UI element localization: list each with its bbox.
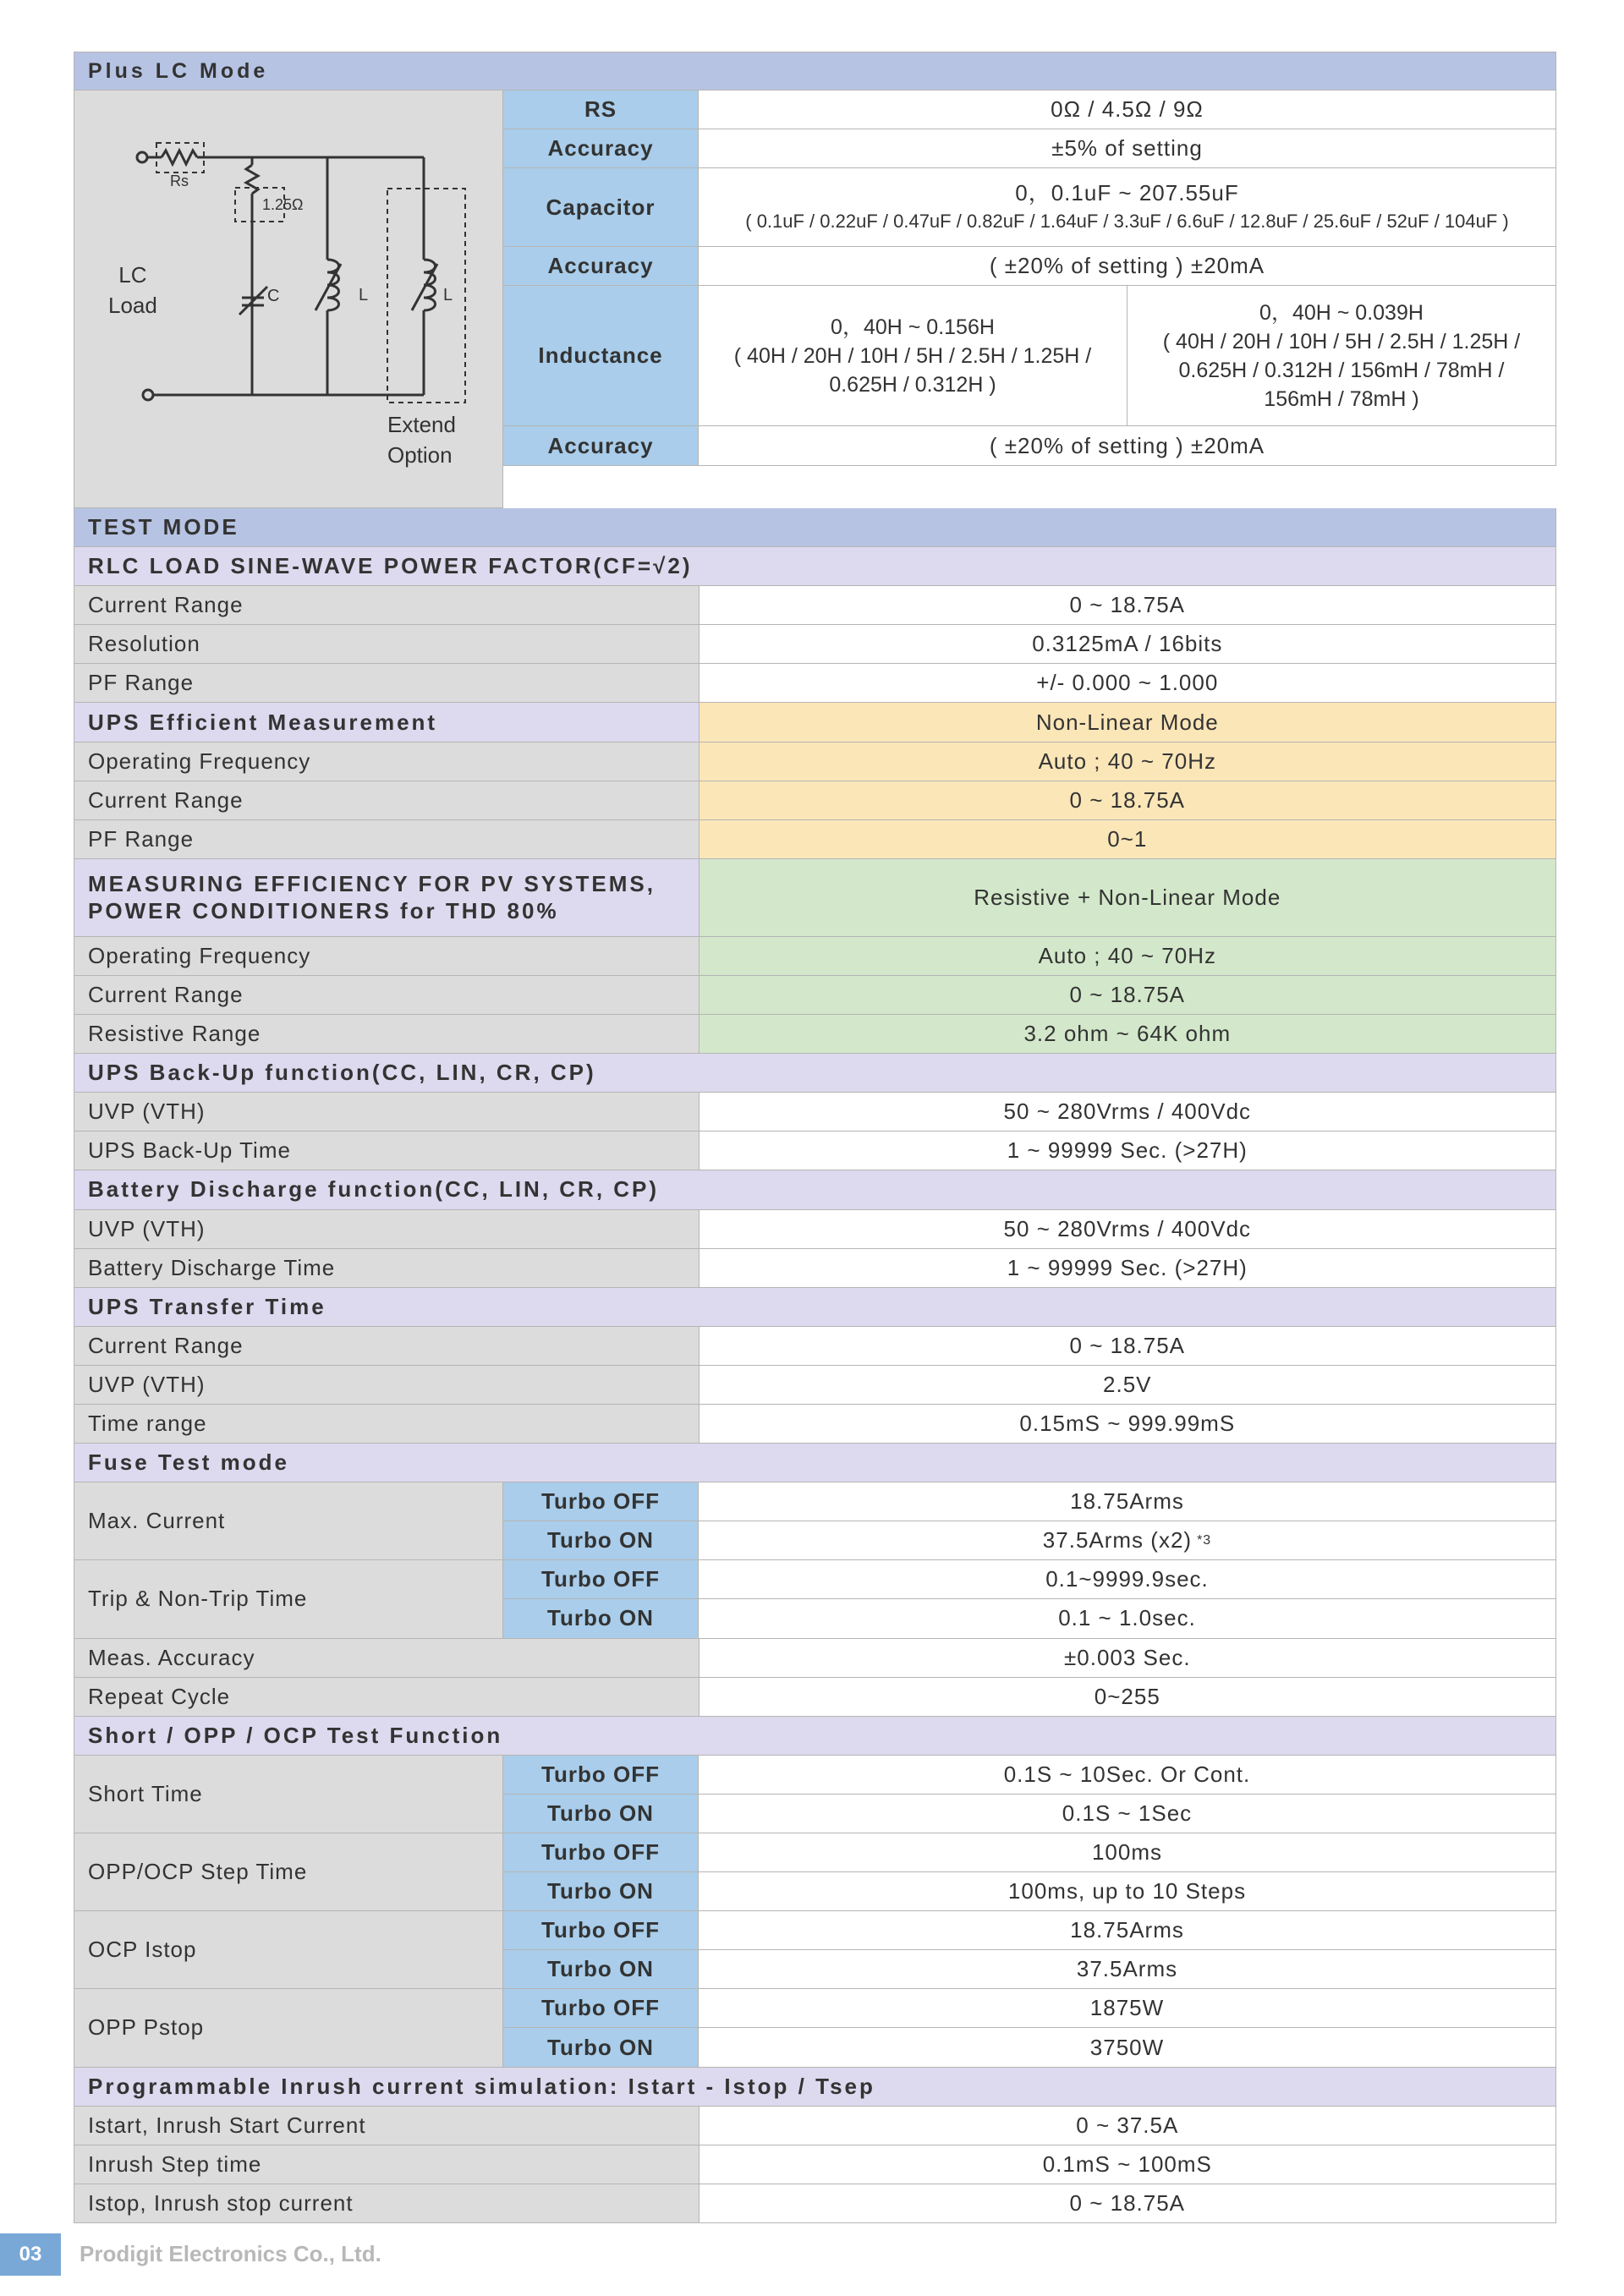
row-value: 0 ~ 18.75A [700, 976, 1556, 1015]
accuracy-value: ( ±20% of setting ) ±20mA [699, 426, 1556, 466]
battery-title: Battery Discharge function(CC, LIN, CR, CP) [74, 1170, 1556, 1209]
row-value: 2.5V [700, 1366, 1556, 1405]
row-label: Current Range [74, 1327, 700, 1366]
row-label: Time range [74, 1405, 700, 1444]
section-header [74, 1170, 1556, 1209]
accuracy-value: ±5% of setting [699, 129, 1556, 168]
row-label: PF Range [74, 664, 700, 703]
table-row [74, 743, 1556, 781]
short-title: Short / OPP / OCP Test Function [74, 1717, 1556, 1756]
company-name: Prodigit Electronics Co., Ltd. [80, 2241, 381, 2266]
turbo-on-value: 3750W [699, 2028, 1556, 2067]
section-header [74, 1717, 1556, 1756]
accuracy-label: Accuracy [503, 426, 699, 466]
turbo-off-value: 18.75Arms [699, 1911, 1556, 1950]
table-row [74, 1327, 1556, 1366]
fuse-group [74, 1482, 1556, 1560]
short-group [74, 1756, 1556, 1833]
test-mode-row [74, 508, 1556, 547]
row-value: 3.2 ohm ~ 64K ohm [700, 1015, 1556, 1054]
table-row [74, 1405, 1556, 1444]
capacitor-value [699, 168, 1556, 247]
group-label: Trip & Non-Trip Time [74, 1560, 503, 1638]
row-value: 0~255 [700, 1678, 1556, 1717]
turbo-off-label: Turbo OFF [503, 1833, 699, 1872]
turbo-on-value: 37.5Arms [699, 1950, 1556, 1989]
row-value: 50 ~ 280Vrms / 400Vdc [700, 1093, 1556, 1132]
row-label: Operating Frequency [74, 743, 700, 781]
table-row [74, 2107, 1556, 2145]
pv-title-line1: MEASURING EFFICIENCY FOR PV SYSTEMS, [88, 871, 656, 897]
ups-eff-title: UPS Efficient Measurement [74, 703, 700, 742]
pv-title-line2: POWER CONDITIONERS for THD 80% [88, 898, 559, 924]
lc-mode-block [74, 90, 1556, 508]
turbo-off-label: Turbo OFF [503, 1560, 699, 1599]
row-value: 0~1 [700, 820, 1556, 859]
row-value: 0 ~ 18.75A [700, 781, 1556, 820]
short-group [74, 1989, 1556, 2067]
footnote-marker: *3 [1197, 1532, 1212, 1548]
row-label: Current Range [74, 781, 700, 820]
row-value: 1 ~ 99999 Sec. (>27H) [700, 1132, 1556, 1170]
row-value: Auto ; 40 ~ 70Hz [700, 937, 1556, 976]
row-label: Current Range [74, 586, 700, 625]
page-number: 03 [0, 2233, 61, 2276]
row-label: Istop, Inrush stop current [74, 2184, 700, 2223]
section-header [74, 2068, 1556, 2107]
group-label: OCP Istop [74, 1911, 503, 1989]
turbo-on-label: Turbo ON [503, 1599, 699, 1638]
section-header [74, 1444, 1556, 1482]
row-value: 0.1mS ~ 100mS [700, 2145, 1556, 2184]
table-row [74, 2145, 1556, 2184]
row-label: Battery Discharge Time [74, 1249, 700, 1288]
table-row [503, 286, 1556, 426]
group-label: OPP Pstop [74, 1989, 503, 2067]
turbo-off-value: 0.1S ~ 10Sec. Or Cont. [699, 1756, 1556, 1795]
group-label: OPP/OCP Step Time [74, 1833, 503, 1911]
fuse-group [74, 1560, 1556, 1638]
section-header [74, 703, 1556, 742]
turbo-off-label: Turbo OFF [503, 1989, 699, 2028]
turbo-off-value: 1875W [699, 1989, 1556, 2028]
turbo-off-label: Turbo OFF [503, 1482, 699, 1521]
table-row [74, 586, 1556, 625]
table-row [503, 129, 1556, 168]
row-value: 50 ~ 280Vrms / 400Vdc [700, 1210, 1556, 1249]
row-value: 0.3125mA / 16bits [700, 625, 1556, 664]
row-label: Resolution [74, 625, 700, 664]
section-header [74, 547, 1556, 586]
inductance-value-extend: 0，40H ~ 0.039H ( 40H / 20H / 10H / 5H / 2.5H / 1.25H / 0.625H / 0.312H / 156mH / 78mH / 156mH / 78mH ) [1127, 286, 1556, 426]
row-value: 1 ~ 99999 Sec. (>27H) [700, 1249, 1556, 1288]
table-row [503, 426, 1556, 466]
rs-label: Rs [170, 173, 189, 189]
test-mode-title: TEST MODE [74, 508, 1556, 547]
row-value: 0 ~ 37.5A [700, 2107, 1556, 2145]
rs-value: 0Ω / 4.5Ω / 9Ω [699, 90, 1556, 129]
inrush-title: Programmable Inrush current simulation: Istart - Istop / Tsep [74, 2068, 1556, 2107]
row-value: 0 ~ 18.75A [700, 1327, 1556, 1366]
pv-mode: Resistive + Non-Linear Mode [700, 859, 1556, 937]
row-label: Current Range [74, 976, 700, 1015]
lc-mode-title: Plus LC Mode [74, 52, 1556, 90]
turbo-on-value [699, 1521, 1556, 1560]
section-header [74, 1288, 1556, 1327]
fuse-title: Fuse Test mode [74, 1444, 1556, 1482]
turbo-off-value: 18.75Arms [699, 1482, 1556, 1521]
lc-mode-header-row [74, 52, 1556, 90]
table-row [74, 976, 1556, 1015]
table-row [74, 2184, 1556, 2223]
table-row [503, 247, 1556, 286]
section-header [74, 1054, 1556, 1093]
table-row [74, 1210, 1556, 1249]
turbo-on-label: Turbo ON [503, 2028, 699, 2067]
row-label: Repeat Cycle [74, 1678, 700, 1717]
turbo-on-label: Turbo ON [503, 1795, 699, 1833]
transfer-title: UPS Transfer Time [74, 1288, 1556, 1327]
inductance-value-standard: 0，40H ~ 0.156H ( 40H / 20H / 10H / 5H / 2.5H / 1.25H / 0.625H / 0.312H ) [699, 286, 1127, 426]
c-label: C [267, 287, 280, 305]
row-value: 0 ~ 18.75A [700, 2184, 1556, 2223]
table-row [503, 168, 1556, 247]
accuracy-label: Accuracy [503, 129, 699, 168]
row-label: Meas. Accuracy [74, 1639, 700, 1678]
capacitor-label: Capacitor [503, 168, 699, 247]
row-value: +/- 0.000 ~ 1.000 [700, 664, 1556, 703]
rlc-title: RLC LOAD SINE-WAVE POWER FACTOR(CF=√2) [74, 547, 1556, 586]
lc-load-label: LC Load [108, 262, 157, 318]
group-label: Max. Current [74, 1482, 503, 1560]
table-row [74, 1639, 1556, 1678]
row-label: UPS Back-Up Time [74, 1132, 700, 1170]
table-row [74, 1366, 1556, 1405]
turbo-on-label: Turbo ON [503, 1872, 699, 1911]
capacitor-range: 0，0.1uF ~ 207.55uF [1015, 180, 1239, 205]
turbo-off-value: 0.1~9999.9sec. [699, 1560, 1556, 1599]
row-label: Istart, Inrush Start Current [74, 2107, 700, 2145]
spec-table [74, 52, 1556, 2223]
accuracy-label: Accuracy [503, 247, 699, 286]
ups-eff-mode: Non-Linear Mode [700, 703, 1556, 742]
table-row [74, 664, 1556, 703]
row-label: UVP (VTH) [74, 1093, 700, 1132]
short-group [74, 1911, 1556, 1989]
row-label: Resistive Range [74, 1015, 700, 1054]
row-value: ±0.003 Sec. [700, 1639, 1556, 1678]
turbo-on-value: 0.1 ~ 1.0sec. [699, 1599, 1556, 1638]
turbo-on-value: 100ms, up to 10 Steps [699, 1872, 1556, 1911]
turbo-on-text: 37.5Arms (x2) [1042, 1527, 1193, 1553]
l2-label: L [443, 286, 453, 304]
table-row [74, 781, 1556, 820]
turbo-off-label: Turbo OFF [503, 1756, 699, 1795]
pv-title [74, 859, 700, 937]
lc-mode-spec [503, 90, 1556, 508]
r-fixed-label: 1.25Ω [262, 196, 304, 213]
row-label: UVP (VTH) [74, 1366, 700, 1405]
ups-backup-title: UPS Back-Up function(CC, LIN, CR, CP) [74, 1054, 1556, 1093]
row-value: Auto ; 40 ~ 70Hz [700, 743, 1556, 781]
extend-option-label: Extend Option [387, 412, 456, 468]
row-label: Inrush Step time [74, 2145, 700, 2184]
table-row [74, 1249, 1556, 1288]
accuracy-value: ( ±20% of setting ) ±20mA [699, 247, 1556, 286]
turbo-off-label: Turbo OFF [503, 1911, 699, 1950]
turbo-on-label: Turbo ON [503, 1950, 699, 1989]
turbo-on-value: 0.1S ~ 1Sec [699, 1795, 1556, 1833]
section-header [74, 859, 1556, 937]
table-row [74, 820, 1556, 859]
table-row [74, 1093, 1556, 1132]
turbo-on-label: Turbo ON [503, 1521, 699, 1560]
table-row [74, 937, 1556, 976]
turbo-off-value: 100ms [699, 1833, 1556, 1872]
table-row [74, 625, 1556, 664]
table-row [503, 90, 1556, 129]
row-value: 0 ~ 18.75A [700, 586, 1556, 625]
lc-load-diagram [74, 90, 503, 508]
table-row [74, 1678, 1556, 1717]
capacitor-steps: ( 0.1uF / 0.22uF / 0.47uF / 0.82uF / 1.64uF / 3.3uF / 6.6uF / 12.8uF / 25.6uF / 52uF / 104uF ) [745, 211, 1509, 232]
row-label: UVP (VTH) [74, 1210, 700, 1249]
inductance-label: Inductance [503, 286, 699, 426]
short-group [74, 1833, 1556, 1911]
group-label: Short Time [74, 1756, 503, 1833]
table-row [74, 1132, 1556, 1170]
row-label: PF Range [74, 820, 700, 859]
rs-label-cell: RS [503, 90, 699, 129]
row-value: 0.15mS ~ 999.99mS [700, 1405, 1556, 1444]
l1-label: L [359, 286, 369, 304]
table-row [74, 1015, 1556, 1054]
row-label: Operating Frequency [74, 937, 700, 976]
